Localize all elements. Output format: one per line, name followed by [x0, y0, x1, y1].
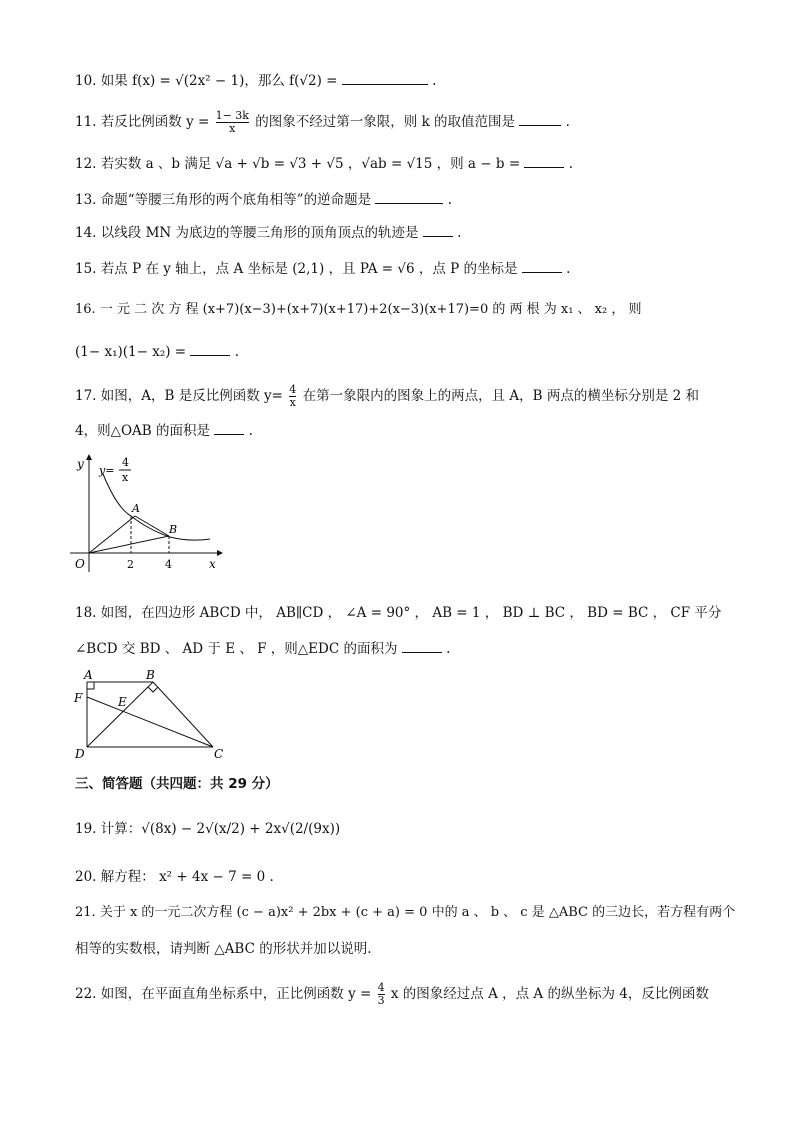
figure-18-quadrilateral	[70, 668, 230, 762]
answer-blank[interactable]	[423, 224, 453, 237]
figure-17-graph	[65, 452, 225, 577]
question-text-cont: 在第一象限内的图象上的两点，且 A，B 两点的横坐标分别是 2 和	[302, 388, 700, 404]
label-point-b: B	[146, 668, 155, 682]
segment-AB	[135, 516, 169, 536]
question-19	[75, 820, 340, 838]
label-x: x	[209, 557, 216, 571]
answer-blank[interactable]	[519, 113, 561, 126]
segment-CF	[87, 697, 213, 747]
question-tail: .	[568, 156, 574, 172]
question-18-cont	[75, 640, 450, 658]
question-text: 计算：√(8x) − 2√(x/2) + 2x√(2/(9x))	[100, 821, 341, 837]
fraction-denominator: 3	[377, 994, 385, 1007]
question-tail: .	[565, 114, 570, 130]
question-number: 11.	[75, 114, 97, 130]
question-20	[75, 868, 274, 886]
question-text-cont: x 的图象经过点 A ，点 A 的纵坐标为 4，反比例函数	[390, 986, 709, 1002]
answer-blank[interactable]	[402, 640, 442, 653]
question-text: ∠BCD 交 BD 、 AD 于 E 、 F ，则△EDC 的面积为	[75, 641, 398, 657]
y-axis-arrow	[86, 454, 92, 460]
tick-label-2: 2	[127, 558, 134, 571]
segment-OB	[89, 536, 169, 553]
question-11	[75, 110, 570, 135]
label-point-c: C	[214, 747, 224, 761]
question-13	[75, 191, 452, 209]
function-label: y=	[99, 464, 115, 477]
fraction	[216, 110, 249, 135]
question-number: 20.	[75, 869, 97, 885]
question-text: 如图，在四边形 ABCD 中， AB∥CD ， ∠A = 90° ， AB = 1 ， BD ⊥ BC ， BD = BC ， CF 平分	[100, 605, 722, 621]
question-22	[75, 982, 709, 1007]
answer-blank[interactable]	[190, 343, 230, 356]
question-18	[75, 604, 721, 622]
question-number: 12.	[75, 156, 97, 172]
question-number: 17.	[75, 388, 97, 404]
label-point-d: D	[75, 747, 85, 761]
question-10	[75, 72, 436, 90]
fraction-numerator: 4	[289, 383, 297, 396]
label-point-f: F	[74, 691, 83, 705]
question-text: 解方程： x² + 4x − 7 = 0 .	[100, 869, 274, 885]
question-tail: .	[447, 192, 452, 208]
question-number: 22.	[75, 986, 97, 1002]
question-text: (1− x₁)(1− x₂) =	[75, 344, 191, 360]
question-21-cont	[75, 940, 372, 958]
question-tail: .	[432, 73, 437, 89]
fraction-denominator: x	[289, 396, 296, 409]
question-number: 15.	[75, 261, 97, 277]
question-14	[75, 224, 461, 242]
x-axis-arrow	[217, 550, 223, 556]
question-12	[75, 155, 573, 173]
answer-blank[interactable]	[522, 260, 562, 273]
hyperbola-curve	[103, 474, 210, 540]
function-denominator: x	[122, 471, 129, 484]
label-point-a: A	[132, 502, 140, 515]
question-text: 相等的实数根，请判断 △ABC 的形状并加以说明.	[75, 941, 372, 957]
label-origin: O	[75, 557, 85, 571]
fraction	[378, 982, 385, 1007]
function-numerator: 4	[122, 456, 129, 469]
fraction	[289, 384, 296, 409]
question-tail: .	[566, 261, 571, 277]
question-21	[75, 904, 735, 922]
fraction-denominator: x	[229, 122, 236, 135]
segment-OA	[89, 516, 135, 553]
label-point-e: E	[118, 695, 127, 709]
answer-blank[interactable]	[214, 422, 244, 435]
question-text: 命题“等腰三角形的两个底角相等”的逆命题是	[100, 192, 372, 208]
question-16	[75, 301, 642, 319]
question-17	[75, 384, 699, 409]
label-point-b: B	[169, 523, 178, 536]
answer-blank[interactable]	[375, 191, 443, 204]
question-number: 10.	[75, 73, 97, 89]
question-text: 关于 x 的一元二次方程 (c − a)x² + 2bx + (c + a) = 0 中的 a 、 b 、 c 是 △ABC 的三边长，若方程有两个	[99, 905, 736, 920]
question-number: 14.	[75, 225, 97, 241]
question-text: 若反比例函数 y =	[100, 114, 214, 130]
right-angle-mark-a	[87, 682, 94, 689]
fraction-numerator: 1− 3k	[215, 109, 249, 122]
segment-BC	[153, 682, 213, 747]
section-heading: 三、简答题（共四题：共 29 分）	[75, 776, 279, 792]
question-text: 若实数 a 、b 满足 √a + √b = √3 + √5 ，√ab = √15 ，则 a − b =	[100, 156, 525, 172]
segment-BD	[87, 682, 153, 747]
question-text: 如果 f(x) = √(2x² − 1)，那么 f(√2) =	[100, 73, 342, 89]
label-point-a: A	[84, 668, 93, 682]
question-number: 19.	[75, 821, 97, 837]
question-text: 以线段 MN 为底边的等腰三角形的顶角顶点的轨迹是	[100, 225, 423, 241]
question-text: 如图，在平面直角坐标系中，正比例函数 y =	[100, 986, 376, 1002]
question-17-cont	[75, 422, 253, 440]
question-15	[75, 260, 570, 278]
question-text-cont: 的图象不经过第一象限，则 k 的取值范围是	[255, 114, 516, 130]
question-number: 16.	[75, 302, 96, 317]
question-tail: .	[234, 344, 239, 360]
question-number: 21.	[75, 905, 96, 920]
tick-label-4: 4	[165, 558, 172, 571]
question-text: 一 元 二 次 方 程 (x+7)(x−3)+(x+7)(x+17)+2(x−3)(x+17)=0 的 两 根 为 x₁ 、 x₂ ， 则	[99, 302, 642, 317]
question-tail: .	[457, 225, 462, 241]
question-text: 4，则△OAB 的面积是	[75, 423, 210, 439]
question-tail: .	[446, 641, 451, 657]
question-text: 若点 P 在 y 轴上，点 A 坐标是 (2,1) ，且 PA = √6 ，点 P 的坐标是	[100, 261, 518, 277]
right-angle-mark-b	[148, 687, 158, 692]
answer-blank[interactable]	[524, 155, 564, 168]
question-tail: .	[248, 423, 253, 439]
question-number: 13.	[75, 192, 97, 208]
question-text: 如图，A，B 是反比例函数 y=	[100, 388, 283, 404]
fraction-numerator: 4	[377, 981, 385, 994]
label-y: y	[77, 457, 84, 471]
question-number: 18.	[75, 605, 97, 621]
answer-blank[interactable]	[342, 72, 428, 85]
question-16-cont	[75, 343, 239, 361]
